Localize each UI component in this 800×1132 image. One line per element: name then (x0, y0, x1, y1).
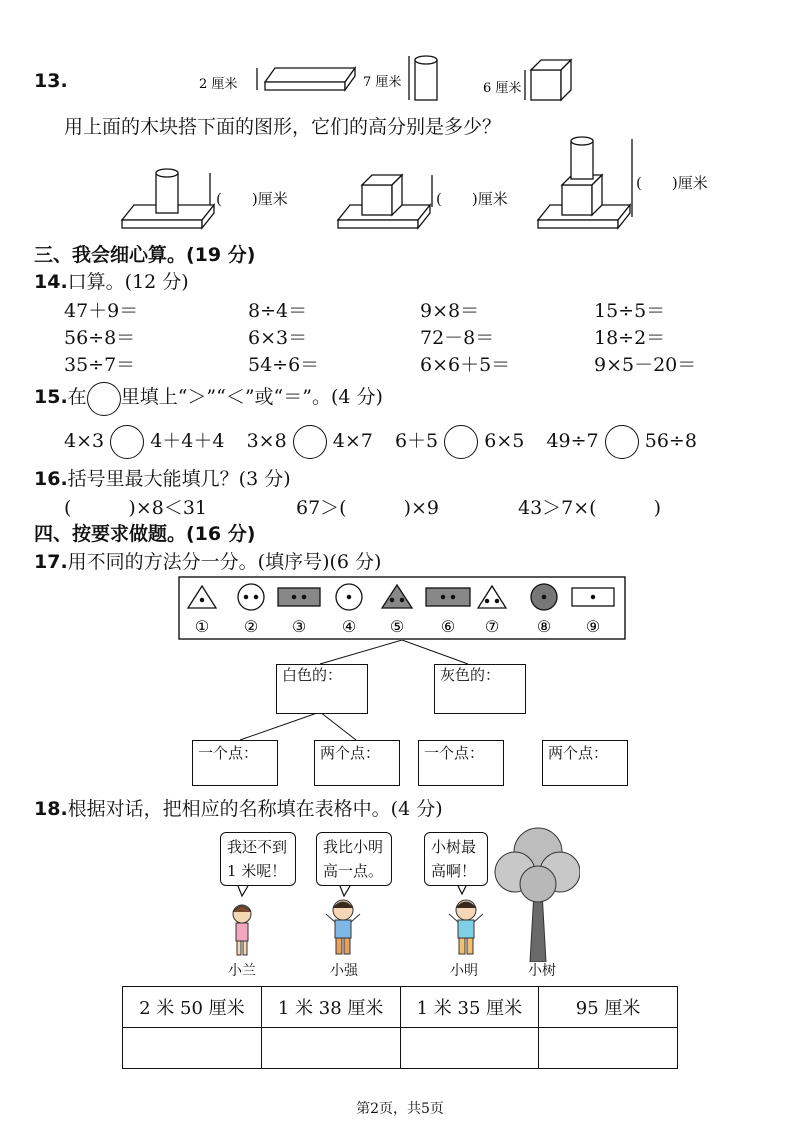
q14-item: 6×6＋5＝ (420, 354, 511, 376)
bubble-line: 1 米呢！ (227, 862, 287, 880)
q17-tree-lines (180, 640, 640, 750)
q15-title-pre: 在 (67, 386, 87, 408)
q14-item: 9×5－20＝ (594, 354, 697, 376)
rect-gray-two-dots-icon (278, 588, 320, 606)
flat-block-icon (257, 68, 355, 90)
answer-cell[interactable] (539, 1028, 678, 1069)
q18-answer-table (122, 986, 678, 1069)
q18-characters (200, 822, 580, 962)
q17-number: 17. (34, 551, 68, 573)
q13-blocks-figure (195, 50, 595, 110)
q14-item: 8÷4＝ (248, 300, 308, 322)
shape-number-1: ① (194, 617, 210, 636)
q15-title-post: 里填上“＞”“＜”或“＝”。(4 分) (120, 386, 383, 408)
q13-blank-2[interactable]: ( )厘米 (436, 190, 508, 208)
q14-item: 9×8＝ (420, 300, 480, 322)
shape-number-5: ⑤ (389, 617, 405, 636)
q16-title: 括号里最大能填几？(3 分) (67, 468, 291, 490)
shape-number-7: ⑦ (484, 617, 500, 636)
q15-right: 6×5 (484, 430, 525, 452)
q16-item-3[interactable]: 43＞7×( ) (518, 497, 662, 519)
q14-title: 口算。(12 分) (67, 271, 189, 293)
q16-header (34, 464, 291, 491)
box-two-dots-label: 两个点： (548, 744, 609, 762)
box-one-dot-label: 一个点： (198, 744, 259, 762)
answer-cell[interactable] (400, 1028, 539, 1069)
table-header-cell: 2 米 50 厘米 (123, 987, 262, 1028)
answer-circle-icon (87, 382, 121, 416)
compare-circle-3[interactable] (444, 425, 478, 459)
bubble-line: 我比小明 (323, 838, 384, 856)
box-gray-label: 灰色的： (440, 666, 501, 684)
name-xiaoqiang: 小强 (330, 963, 358, 979)
q13-number: 13. (34, 70, 68, 92)
block-label-2: 7 厘米 (363, 75, 402, 90)
q18-title: 根据对话，把相应的名称填在表格中。(4 分) (67, 798, 443, 820)
q16-number: 16. (34, 468, 68, 490)
table-header-cell: 1 米 38 厘米 (261, 987, 400, 1028)
q17-shapes-panel (178, 576, 626, 640)
q14-item: 72－8＝ (420, 327, 495, 349)
section-4-title: 四、按要求做题。(16 分) (34, 523, 256, 545)
name-tree: 小树 (528, 963, 556, 979)
q14-item: 15÷5＝ (594, 300, 666, 322)
name-xiaolan: 小兰 (228, 963, 256, 979)
shape-number-9: ⑨ (585, 617, 601, 636)
bubble-line: 我还不到 (227, 838, 288, 856)
bubble-line: 高啊！ (431, 862, 477, 880)
table-header-cell: 95 厘米 (539, 987, 678, 1028)
boy-xiaoming-icon (449, 900, 483, 954)
rect-gray-two-dots-icon (426, 588, 470, 606)
cylinder-block-icon (409, 56, 437, 100)
q15-right: 4＋4＋4 (150, 430, 225, 452)
q14-item: 6×3＝ (248, 327, 308, 349)
q17-header (34, 547, 381, 574)
box-two-dots-label: 两个点： (320, 744, 381, 762)
q15-left: 3×8 (246, 430, 287, 452)
q14-item: 54÷6＝ (248, 354, 320, 376)
q15-left: 4×3 (64, 430, 105, 452)
table-row (123, 987, 678, 1028)
name-xiaoming: 小明 (450, 963, 478, 979)
table-row (123, 1028, 678, 1069)
q18-number: 18. (34, 798, 68, 820)
boy-xiaoqiang-icon (326, 900, 360, 954)
q14-header (34, 267, 189, 294)
q14-item: 35÷7＝ (64, 354, 136, 376)
q15-header (34, 380, 383, 416)
q13-stacked-figures (110, 135, 710, 237)
shape-number-2: ② (243, 617, 259, 636)
q15-number: 15. (34, 386, 68, 408)
q13-question: 用上面的木块搭下面的图形，它们的高分别是多少？ (64, 116, 502, 138)
compare-circle-1[interactable] (110, 425, 144, 459)
q13-blank-1[interactable]: ( )厘米 (216, 190, 288, 208)
q16-item-2[interactable]: 67＞( )×9 (296, 497, 440, 519)
q15-left: 6＋5 (394, 430, 439, 452)
q16-item-1[interactable]: ( )×8＜31 (64, 497, 208, 519)
q14-item: 56÷8＝ (64, 327, 136, 349)
shape-number-4: ④ (341, 617, 357, 636)
shape-number-3: ③ (291, 617, 307, 636)
box-white-label: 白色的： (282, 666, 343, 684)
compare-circle-2[interactable] (293, 425, 327, 459)
cube-block-icon (525, 60, 571, 100)
girl-xiaolan-icon (233, 905, 251, 955)
q17-title: 用不同的方法分一分。(填序号)(6 分) (67, 551, 382, 573)
bubble-line: 高一点。 (323, 862, 384, 880)
shape-number-8: ⑧ (536, 617, 552, 636)
page-footer: 第2页，共5页 (356, 1101, 444, 1117)
shape-number-6: ⑥ (440, 617, 456, 636)
q14-item: 18÷2＝ (594, 327, 666, 349)
q15-right: 56÷8 (644, 430, 697, 452)
q15-items (64, 424, 697, 459)
answer-cell[interactable] (261, 1028, 400, 1069)
q18-header (34, 794, 443, 821)
circle-white-two-dots-icon (238, 584, 264, 610)
block-label-1: 2 厘米 (199, 77, 238, 92)
q14-item: 47＋9＝ (64, 300, 139, 322)
block-label-3: 6 厘米 (483, 81, 522, 96)
section-3-title: 三、我会细心算。(19 分) (34, 244, 256, 266)
bubble-line: 小树最 (431, 838, 477, 856)
box-one-dot-label: 一个点： (424, 744, 485, 762)
q15-right: 4×7 (332, 430, 373, 452)
table-header-cell: 1 米 35 厘米 (400, 987, 539, 1028)
answer-cell[interactable] (123, 1028, 262, 1069)
q13-blank-3[interactable]: ( )厘米 (636, 174, 708, 192)
compare-circle-4[interactable] (605, 425, 639, 459)
q15-left: 49÷7 (546, 430, 599, 452)
q14-number: 14. (34, 271, 68, 293)
tree-icon (495, 828, 580, 962)
